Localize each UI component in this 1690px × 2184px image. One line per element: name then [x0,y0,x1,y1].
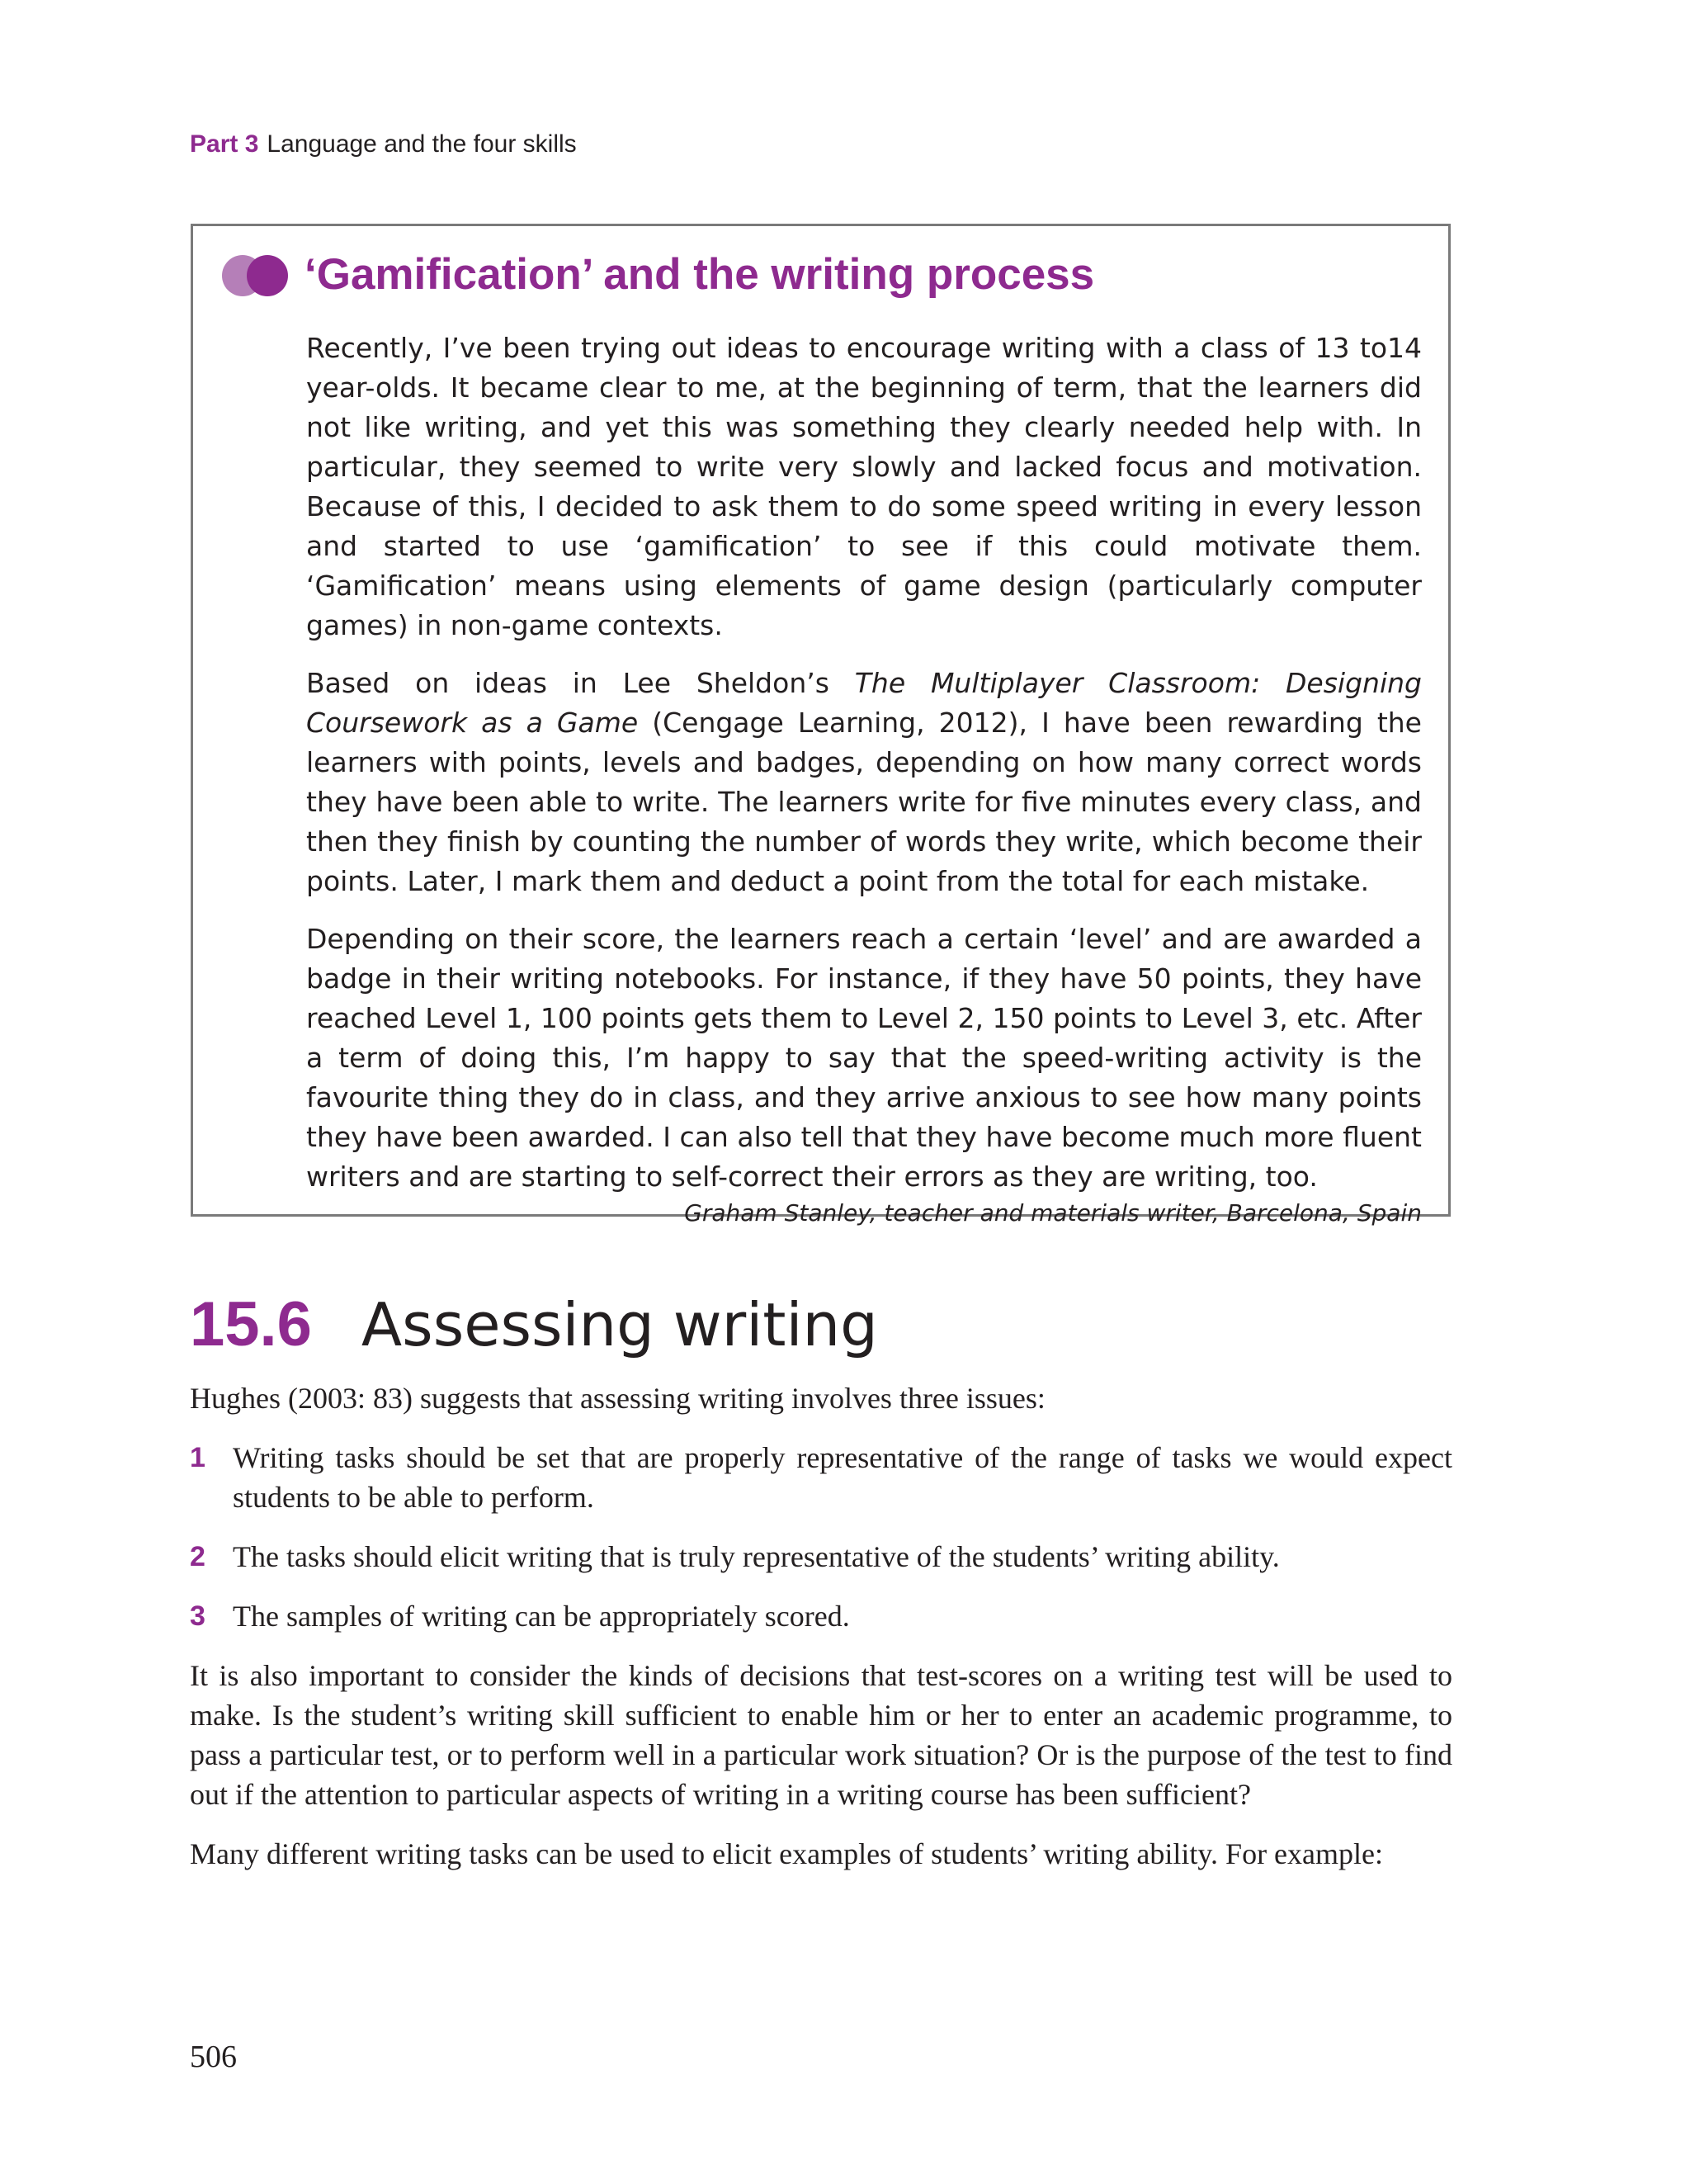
box-paragraph-2-rest: (Cengage Learning, 2012), I have been rewarding the learners with points, levels and badges, depending on how many correct words they have been able to write. The learners write for five minutes every class, and then they finish by counting the number of words they write, which become their points. Later, I mark them and deduct a point from the total for each mistake. [306,707,1422,897]
book-title: The Multiplayer Classroom: Designing Coursework as a Game [306,667,1422,739]
list-item-text: The tasks should elicit writing that is truly representative of the students’ writing ability. [233,1540,1280,1573]
decisions-paragraph: It is also important to consider the kinds of decisions that test-scores on a writing test will be used to make. Is the student’s writing skill sufficient to enable him or her to enter an academic programme, to pass a particular test, or to perform well in a particular work situation? Or is the purpose of the test to find out if the attention to particular aspects of writing in a writing course has been sufficient? [190,1659,1452,1811]
list-item-number: 3 [190,1600,205,1632]
list-item-number: 1 [190,1442,205,1473]
attribution: Graham Stanley, teacher and materials writer, Barcelona, Spain [684,1199,1422,1227]
intro-paragraph: Hughes (2003: 83) suggests that assessing writing involves three issues: [190,1382,1046,1415]
double-circle-icon [220,253,290,298]
section-number: 15.6 [190,1289,312,1359]
list-item-number: 2 [190,1541,205,1572]
box-paragraph-2 [306,664,1422,901]
section-title: Assessing writing [361,1290,878,1359]
part-title: Language and the four skills [267,130,577,158]
list-item-text: Writing tasks should be set that are properly representative of the range of tasks we would expect students to be able to perform. [233,1441,1452,1514]
box-paragraph-3: Depending on their score, the learners reach a certain ‘level’ and are awarded a badge in their writing notebooks. For instance, if they have 50 points, they have reached Level 1, 100 points gets them to Level 2, 150 points to Level 3, etc. After a term of doing this, I’m happy to say that the speed-writing activity is the favourite thing they do in class, and they arrive anxious to see how many points they have been awarded. I can also tell that they have become much more fluent writers and are starting to self-correct their errors as they are writing, too. [306,923,1422,1193]
list-item [190,1438,1452,1517]
box-title: ‘Gamification’ and the writing process [304,250,1095,299]
box-paragraph-1: Recently, I’ve been trying out ideas to encourage writing with a class of 13 to14 year-olds. It became clear to me, at the beginning of term, that the learners did not like writing, and yet this was something they clearly needed help with. In particular, they seemed to write very slowly and lacked focus and motivation. Because of this, I decided to ask them to do some speed writing in every lesson and started to use ‘gamification’ to see if this could motivate them. ‘Gamification’ means using elements of game design (particularly computer games) in non-game contexts. [306,332,1422,641]
issues-list [190,1438,1452,1636]
box-paragraph-2-intro: Based on ideas in Lee Sheldon’s [306,667,855,699]
list-item [190,1537,1452,1577]
section-heading [190,1283,878,1383]
tasks-paragraph: Many different writing tasks can be used to elicit examples of students’ writing ability. For example: [190,1837,1383,1870]
part-label: Part 3 [190,130,259,158]
list-item [190,1596,1452,1636]
box-body [306,329,1422,1230]
running-header [190,128,577,161]
page-number: 506 [190,2040,237,2074]
main-text [190,1378,1452,1893]
case-study-box [191,224,1451,1227]
list-item-text: The samples of writing can be appropriately scored. [233,1600,850,1633]
